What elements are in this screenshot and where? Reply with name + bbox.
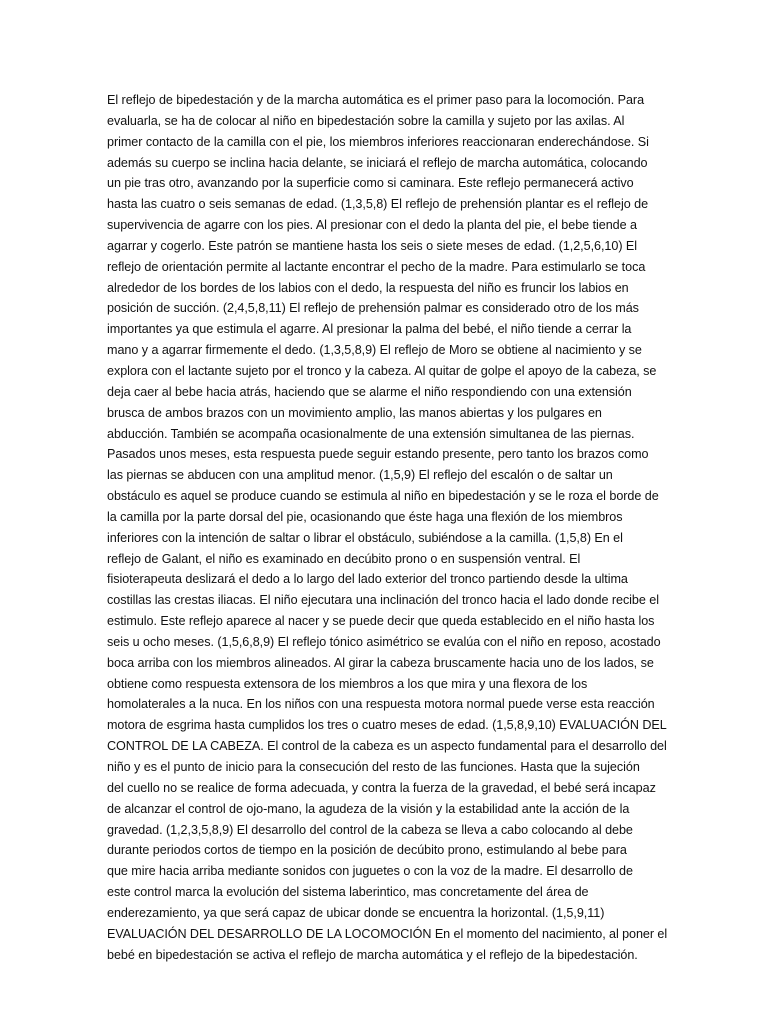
text-line: obtiene como respuesta extensora de los miembros a los que mira y una flexora de los [107, 676, 588, 691]
text-line: boca arriba con los miembros alineados. Al girar la cabeza bruscamente hacia uno de los lados, se [107, 655, 654, 670]
text-line: durante periodos cortos de tiempo en la posición de decúbito prono, estimulando al bebe para [107, 843, 627, 858]
text-line: alrededor de los bordes de los labios con el dedo, la respuesta del niño es fruncir los labios en [107, 280, 629, 295]
text-line: reflejo de orientación permite al lactante encontrar el pecho de la madre. Para estimularlo se toca [107, 259, 646, 274]
text-line: además su cuerpo se inclina hacia delante, se iniciará el reflejo de marcha automática, colocando [107, 155, 648, 170]
text-line: bebé en bipedestación se activa el reflejo de marcha automática y el reflejo de la bipedestación. [107, 947, 638, 962]
text-line: agarrar y cogerlo. Este patrón se mantiene hasta los seis o siete meses de edad. (1,2,5,6,10) El [107, 238, 638, 253]
text-line: gravedad. (1,2,3,5,8,9) El desarrollo del control de la cabeza se lleva a cabo colocando al debe [107, 822, 633, 837]
text-line: de alcanzar el control de ojo-mano, la agudeza de la visión y la estabilidad ante la acción de la [107, 801, 630, 816]
text-line: El reflejo de bipedestación y de la marcha automática es el primer paso para la locomoción. Para [107, 93, 645, 107]
text-line: mano y a agarrar firmemente el dedo. (1,3,5,8,9) El reflejo de Moro se obtiene al nacimiento y se [107, 343, 642, 358]
text-line: motora de esgrima hasta cumplidos los tres o cuatro meses de edad. (1,5,8,9,10) EVALUACIÓN DEL [107, 718, 667, 733]
text-line: brusca de ambos brazos con un movimiento amplio, las manos abiertas y los pulgares en [107, 405, 602, 420]
text-line: este control marca la evolución del sistema laberintico, mas concretamente del área de [107, 885, 589, 900]
text-line: reflejo de Galant, el niño es examinado en decúbito prono o en suspensión ventral. El [107, 551, 581, 566]
text-line: supervivencia de agarre con los pies. Al presionar con el dedo la planta del pie, el bebe tiende a [107, 218, 637, 233]
text-line: del cuello no se realice de forma adecuada, y contra la fuerza de la gravedad, el bebé será incapaz [107, 780, 656, 795]
text-line: inferiores con la intención de saltar o librar el obstáculo, subiéndose a la camilla. (1,5,8) En el [107, 530, 623, 545]
text-line: evaluarla, se ha de colocar al niño en bipedestación sobre la camilla y sujeto por las axilas. Al [107, 113, 625, 128]
text-line: hasta las cuatro o seis semanas de edad. (1,3,5,8) El reflejo de prehensión plantar es el reflejo de [107, 197, 649, 212]
text-line: un pie tras otro, avanzando por la superficie como si caminara. Este reflejo permanecerá activo [107, 176, 634, 191]
text-line: fisioterapeuta deslizará el dedo a lo largo del lado exterior del tronco partiendo desde la ultima [107, 572, 628, 587]
text-line: explora con el lactante sujeto por el tronco y la cabeza. Al quitar de golpe el apoyo de la cabeza, se [107, 363, 657, 378]
text-line: importantes ya que estimula el agarre. Al presionar la palma del bebé, el niño tiende a cerrar la [107, 322, 632, 337]
text-line: la camilla por la parte dorsal del pie, ocasionando que éste haga una flexión de los miembros [107, 509, 623, 524]
text-line: EVALUACIÓN DEL DESARROLLO DE LA LOCOMOCIÓN En el momento del nacimiento, al poner el [107, 926, 668, 941]
text-line: las piernas se abducen con una amplitud menor. (1,5,9) El reflejo del escalón o de saltar un [107, 468, 613, 483]
text-line: CONTROL DE LA CABEZA. El control de la cabeza es un aspecto fundamental para el desarrollo del [107, 739, 667, 754]
text-line: seis u ocho meses. (1,5,6,8,9) El reflejo tónico asimétrico se evalúa con el niño en reposo, acostado [107, 634, 661, 649]
text-line: que mire hacia arriba mediante sonidos con juguetes o con la voz de la madre. El desarrollo de [107, 864, 633, 879]
text-line: obstáculo es aquel se produce cuando se estimula al niño en bipedestación y se le roza el borde de [107, 489, 659, 504]
text-line: niño y es el punto de inicio para la consecución del resto de las funciones. Hasta que la sujeción [107, 760, 640, 774]
text-line: posición de succión. (2,4,5,8,11) El reflejo de prehensión palmar es considerado otro de los más [107, 301, 639, 316]
text-line: Pasados unos meses, esta respuesta puede seguir estando presente, pero tanto los brazos como [107, 447, 649, 462]
text-line: costillas las crestas iliacas. El niño ejecutara una inclinación del tronco hacia el lado donde recibe el [107, 593, 659, 608]
text-line: homolaterales a la nuca. En los niños con una respuesta motora normal puede verse esta reacción [107, 697, 655, 712]
text-line: deja caer al bebe hacia atrás, haciendo que se alarme el niño respondiendo con una extensión [107, 384, 632, 399]
body-text [107, 90, 667, 965]
text-line: primer contacto de la camilla con el pie, los miembros inferiores reaccionaran enderechándose. Si [107, 134, 649, 149]
text-line: abducción. También se acompaña ocasionalmente de una extensión simultanea de las piernas. [107, 426, 635, 441]
text-line: estimulo. Este reflejo aparece al nacer y se puede decir que queda establecido en el niño hasta los [107, 614, 655, 629]
text-line: enderezamiento, ya que será capaz de ubicar donde se encuentra la horizontal. (1,5,9,11) [107, 905, 605, 920]
